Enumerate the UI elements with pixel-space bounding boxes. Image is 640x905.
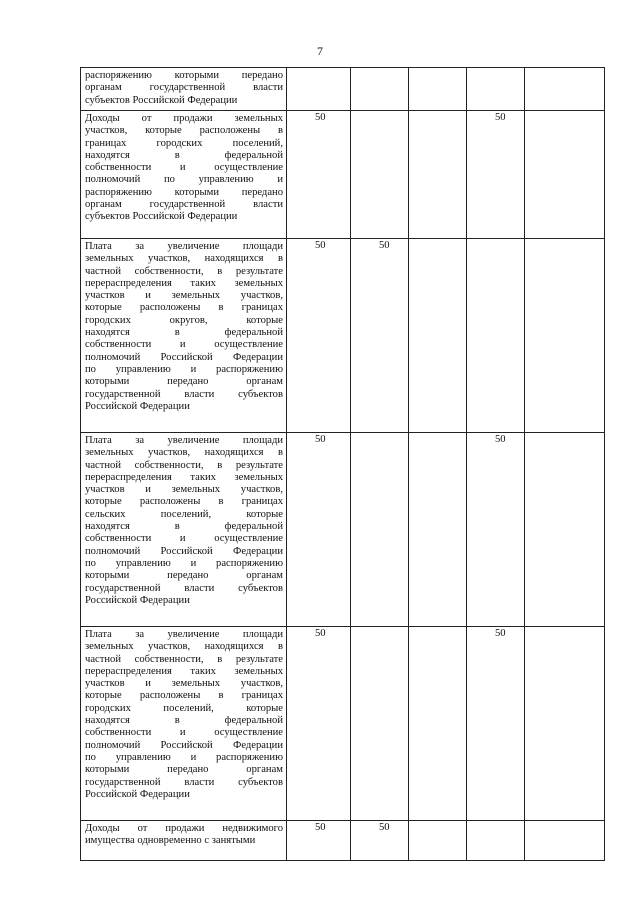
description-line: Доходы от продажи земельных — [85, 113, 283, 124]
value-cell-col-6 — [525, 821, 605, 861]
value-cell-col-2: 50 — [287, 239, 351, 433]
value-cell-col-5: 50 — [467, 433, 525, 627]
description-line: собственности и осуществление — [85, 339, 283, 351]
revenue-description-cell — [81, 68, 287, 111]
description-line: по управлению и распоряжению — [85, 751, 283, 763]
revenue-description-cell — [81, 821, 287, 861]
value-cell-col-6 — [525, 68, 605, 111]
description-line: находятся в федеральной — [85, 715, 283, 727]
description-line: находятся в федеральной — [85, 149, 283, 161]
description-line: субъектов Российской Федерации — [85, 94, 238, 106]
description-line: государственной власти субъектов — [85, 776, 283, 788]
description-line: частной собственности, в результате — [85, 459, 283, 471]
value-cell-col-5 — [467, 239, 525, 433]
description-line: полномочий Российской Федерации — [85, 351, 283, 363]
description-line: которые расположены в границах — [85, 496, 283, 508]
value-cell-col-2: 50 — [287, 627, 351, 821]
value-cell-col-5 — [467, 821, 525, 861]
description-line: которые расположены в границах — [85, 690, 283, 702]
value-cell-col-2: 50 — [287, 433, 351, 627]
description-line: органам государственной власти — [85, 82, 283, 94]
description-line: перераспределения таких земельных — [85, 665, 283, 677]
description-line: частной собственности, в результате — [85, 653, 283, 665]
description-line: земельных участков, находящихся в — [85, 253, 283, 265]
description-line: распоряжению которыми передано — [85, 186, 283, 198]
page-number: 7 — [317, 44, 323, 58]
value-cell-col-4 — [409, 821, 467, 861]
description-line: участков, которые расположены в — [85, 125, 283, 137]
revenue-description-cell — [81, 433, 287, 627]
description-line: Российской Федерации — [85, 594, 190, 606]
value-cell-col-3 — [351, 68, 409, 111]
description-line: городских округов, которые — [85, 314, 283, 326]
description-line: земельных участков, находящихся в — [85, 641, 283, 653]
value-cell-col-6 — [525, 433, 605, 627]
table-row — [81, 68, 605, 111]
value-cell-col-2: 50 — [287, 111, 351, 239]
description-line: собственности и осуществление — [85, 162, 283, 174]
description-line: сельских поселений, которые — [85, 508, 283, 520]
table-row — [81, 111, 605, 239]
description-line: Доходы от продажи недвижимого — [85, 823, 283, 834]
value-cell-col-6 — [525, 239, 605, 433]
value-cell-col-4 — [409, 433, 467, 627]
description-line: участков и земельных участков, — [85, 484, 283, 496]
description-line: перераспределения таких земельных — [85, 277, 283, 289]
value-cell-col-3 — [351, 111, 409, 239]
description-line: Российской Федерации — [85, 400, 190, 412]
description-line: государственной власти субъектов — [85, 388, 283, 400]
value-cell-col-2 — [287, 68, 351, 111]
description-line: полномочий Российской Федерации — [85, 739, 283, 751]
value-cell-col-4 — [409, 239, 467, 433]
table-row — [81, 433, 605, 627]
description-line: находятся в федеральной — [85, 327, 283, 339]
description-line: распоряжению которыми передано — [85, 70, 283, 81]
value-cell-col-4 — [409, 111, 467, 239]
value-cell-col-6 — [525, 111, 605, 239]
value-cell-col-3 — [351, 627, 409, 821]
description-line: земельных участков, находящихся в — [85, 447, 283, 459]
description-line: перераспределения таких земельных — [85, 471, 283, 483]
value-cell-col-3: 50 — [351, 821, 409, 861]
description-line: границах городских поселений, — [85, 137, 283, 149]
description-line: участков и земельных участков, — [85, 678, 283, 690]
table-row — [81, 821, 605, 861]
description-line: Плата за увеличение площади — [85, 241, 283, 252]
description-line: которыми передано органам — [85, 764, 283, 776]
description-line: участков и земельных участков, — [85, 290, 283, 302]
description-line: государственной власти субъектов — [85, 582, 283, 594]
description-line: полномочий Российской Федерации — [85, 545, 283, 557]
description-line: Плата за увеличение площади — [85, 435, 283, 446]
description-line: имущества одновременно с занятыми — [85, 835, 256, 847]
revenue-description-cell — [81, 239, 287, 433]
revenue-table — [80, 67, 605, 861]
description-line: которые расположены в границах — [85, 302, 283, 314]
description-line: которыми передано органам — [85, 376, 283, 388]
table-row — [81, 627, 605, 821]
description-line: по управлению и распоряжению — [85, 363, 283, 375]
description-line: Плата за увеличение площади — [85, 629, 283, 640]
description-line: собственности и осуществление — [85, 533, 283, 545]
revenue-description-cell — [81, 111, 287, 239]
value-cell-col-6 — [525, 627, 605, 821]
description-line: по управлению и распоряжению — [85, 557, 283, 569]
description-line: городских поселений, которые — [85, 702, 283, 714]
table-body — [81, 68, 605, 861]
description-line: субъектов Российской Федерации — [85, 211, 238, 223]
description-line: полномочий по управлению и — [85, 174, 283, 186]
description-line: органам государственной власти — [85, 199, 283, 211]
value-cell-col-3: 50 — [351, 239, 409, 433]
value-cell-col-2: 50 — [287, 821, 351, 861]
value-cell-col-4 — [409, 68, 467, 111]
value-cell-col-3 — [351, 433, 409, 627]
value-cell-col-4 — [409, 627, 467, 821]
description-line: Российской Федерации — [85, 788, 190, 800]
value-cell-col-5: 50 — [467, 111, 525, 239]
value-cell-col-5 — [467, 68, 525, 111]
description-line: которыми передано органам — [85, 570, 283, 582]
description-line: находятся в федеральной — [85, 521, 283, 533]
description-line: собственности и осуществление — [85, 727, 283, 739]
description-line: частной собственности, в результате — [85, 265, 283, 277]
table-row — [81, 239, 605, 433]
value-cell-col-5: 50 — [467, 627, 525, 821]
revenue-description-cell — [81, 627, 287, 821]
